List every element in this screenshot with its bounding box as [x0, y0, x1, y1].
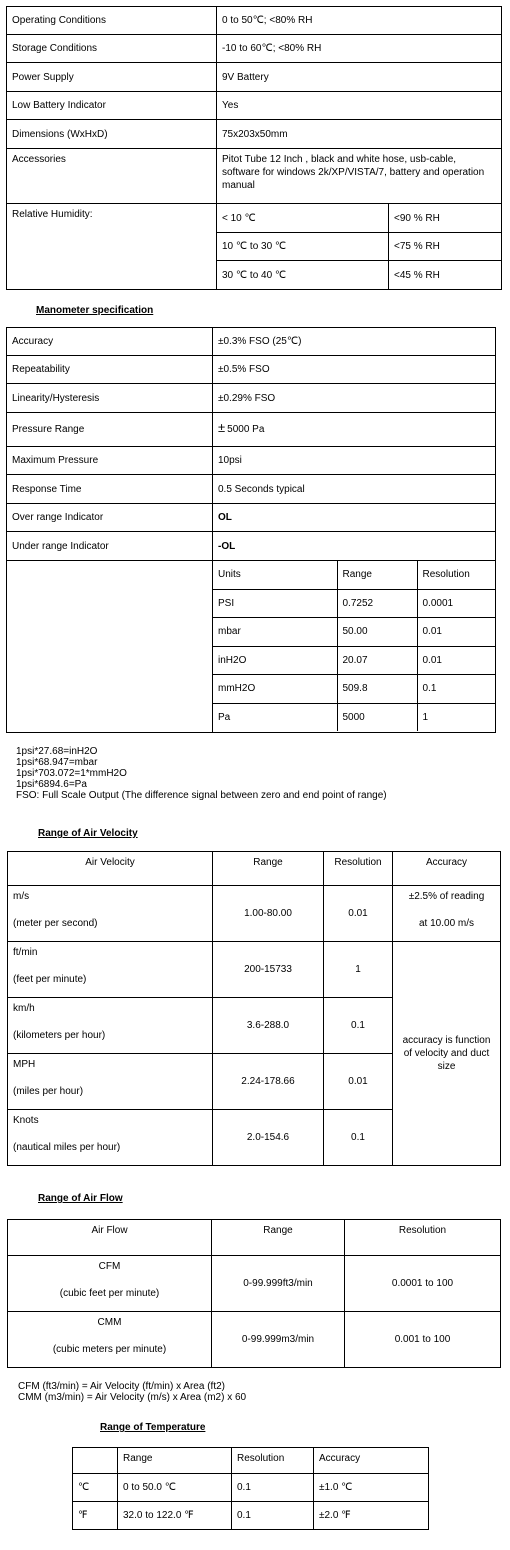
table-row — [7, 328, 496, 356]
table-row — [7, 504, 496, 532]
unit-cell: ℉ — [73, 1502, 118, 1530]
plus-minus-symbol: ± — [218, 420, 226, 435]
unit-desc: (feet per minute) — [13, 974, 87, 985]
resolution-cell: 0.01 — [417, 646, 496, 674]
spec-label: Accuracy — [7, 328, 213, 356]
col-header: Accuracy — [314, 1448, 429, 1474]
unit-abbrev: Knots — [13, 1115, 39, 1126]
resolution-cell: 0.01 — [324, 886, 393, 942]
unit-cell: PSI — [213, 589, 337, 617]
spec-value — [213, 413, 496, 447]
unit-abbrev: CFM — [98, 1261, 121, 1272]
accuracy-cell: accuracy is function of velocity and duct size — [393, 942, 501, 1166]
col-header: Resolution — [345, 1220, 501, 1256]
table-row — [7, 447, 496, 475]
manometer-heading: Manometer specification — [36, 305, 154, 316]
unit-abbrev: ft/min — [13, 947, 38, 958]
spec-label: Under range Indicator — [7, 532, 213, 561]
col-header: Range — [213, 852, 324, 886]
unit-cell — [8, 886, 213, 942]
resolution-cell: 0.01 — [417, 617, 496, 646]
spec-value: 0.5 Seconds typical — [213, 475, 496, 504]
note-line: CFM (ft3/min) = Air Velocity (ft/min) x Area (ft2) — [18, 1381, 225, 1392]
spec-label: Over range Indicator — [7, 504, 213, 532]
table-row — [213, 589, 496, 617]
humidity-label: Relative Humidity: — [7, 204, 217, 290]
resolution-cell: 0.0001 — [417, 589, 496, 617]
table-row — [7, 475, 496, 504]
resolution-cell: 0.001 to 100 — [345, 1312, 501, 1368]
spec-value: 75x203x50mm — [217, 120, 502, 149]
table-row — [73, 1448, 429, 1474]
table-row — [8, 852, 501, 886]
spec-value: 0 to 50℃; <80% RH — [217, 7, 502, 35]
table-row — [8, 1256, 501, 1312]
unit-cell: mbar — [213, 617, 337, 646]
general-spec-table — [6, 6, 502, 290]
pressure-range-value: 5000 Pa — [227, 424, 265, 435]
table-row — [7, 35, 502, 63]
range-cell: 32.0 to 122.0 ℉ — [118, 1502, 232, 1530]
humidity-rh: <45 % RH — [389, 261, 502, 290]
table-row — [8, 1220, 501, 1256]
unit-cell — [8, 1110, 213, 1166]
resolution-header: Resolution — [417, 561, 496, 589]
col-header: Resolution — [324, 852, 393, 886]
resolution-cell: 0.1 — [232, 1502, 314, 1530]
air-velocity-heading: Range of Air Velocity — [38, 828, 138, 839]
note-line: 1psi*27.68=inH2O — [16, 746, 98, 757]
unit-cell — [8, 1054, 213, 1110]
resolution-cell: 1 — [417, 703, 496, 731]
resolution-cell: 0.0001 to 100 — [345, 1256, 501, 1312]
table-row — [7, 561, 496, 733]
unit-abbrev: MPH — [13, 1059, 36, 1070]
table-row — [213, 646, 496, 674]
table-row — [7, 532, 496, 561]
table-row — [7, 7, 502, 35]
spec-value: ±0.3% FSO (25℃) — [213, 328, 496, 356]
note-line: 1psi*703.072=1*mmH2O — [16, 768, 127, 779]
unit-cell: inH2O — [213, 646, 337, 674]
spec-label: Power Supply — [7, 63, 217, 92]
spec-value: -10 to 60℃; <80% RH — [217, 35, 502, 63]
spec-value: Pitot Tube 12 Inch , black and white hose, usb-cable, software for windows 2k/XP/VISTA/7, battery and operation manual — [217, 149, 502, 204]
unit-cell: ℃ — [73, 1474, 118, 1502]
units-table — [213, 561, 496, 731]
table-row — [7, 149, 502, 204]
spec-label: Repeatability — [7, 356, 213, 384]
note-line: 1psi*68.947=mbar — [16, 757, 98, 768]
table-row — [8, 942, 501, 998]
col-header: Air Flow — [8, 1220, 212, 1256]
air-velocity-table — [7, 851, 501, 1166]
spec-value: Yes — [217, 92, 502, 120]
col-header: Air Velocity — [8, 852, 213, 886]
range-cell: 2.24-178.66 — [213, 1054, 324, 1110]
unit-abbrev: km/h — [13, 1003, 35, 1014]
accuracy-cell — [393, 886, 501, 942]
spec-label: Accessories — [7, 149, 217, 204]
units-header: Units — [213, 561, 337, 589]
unit-cell — [8, 1256, 212, 1312]
table-row — [7, 120, 502, 149]
spec-label: Low Battery Indicator — [7, 92, 217, 120]
air-flow-notes — [18, 1381, 246, 1403]
accuracy-line: at 10.00 m/s — [418, 918, 475, 929]
humidity-rh: <90 % RH — [389, 204, 502, 233]
unit-desc: (cubic meters per minute) — [52, 1344, 167, 1355]
unit-abbrev: m/s — [13, 891, 30, 902]
spec-value: -OL — [213, 532, 496, 561]
col-header: Range — [118, 1448, 232, 1474]
table-row — [213, 674, 496, 703]
range-cell: 50.00 — [337, 617, 417, 646]
spec-value: 9V Battery — [217, 63, 502, 92]
unit-cell — [8, 998, 213, 1054]
unit-cell: Pa — [213, 703, 337, 731]
col-header: Resolution — [232, 1448, 314, 1474]
table-row — [7, 63, 502, 92]
table-row — [7, 356, 496, 384]
spec-value: ±0.5% FSO — [213, 356, 496, 384]
spec-label: Operating Conditions — [7, 7, 217, 35]
col-header: Range — [212, 1220, 345, 1256]
range-cell: 0 to 50.0 ℃ — [118, 1474, 232, 1502]
air-flow-heading: Range of Air Flow — [38, 1193, 123, 1204]
range-cell: 20.07 — [337, 646, 417, 674]
table-row — [213, 703, 496, 731]
range-cell: 5000 — [337, 703, 417, 731]
accuracy-cell: ±2.0 ℉ — [314, 1502, 429, 1530]
spec-label: Storage Conditions — [7, 35, 217, 63]
resolution-cell: 0.1 — [324, 1110, 393, 1166]
range-cell: 0-99.999ft3/min — [212, 1256, 345, 1312]
unit-desc: (cubic feet per minute) — [59, 1288, 160, 1299]
range-cell: 0.7252 — [337, 589, 417, 617]
accuracy-cell: ±1.0 ℃ — [314, 1474, 429, 1502]
col-header — [73, 1448, 118, 1474]
unit-cell: mmH2O — [213, 674, 337, 703]
table-row — [7, 92, 502, 120]
manometer-spec-table — [6, 327, 496, 733]
range-header: Range — [337, 561, 417, 589]
range-cell: 0-99.999m3/min — [212, 1312, 345, 1368]
table-row — [7, 413, 496, 447]
temperature-table — [72, 1447, 429, 1530]
range-cell: 2.0-154.6 — [213, 1110, 324, 1166]
spec-label: Pressure Range — [7, 413, 213, 447]
table-row — [7, 384, 496, 413]
spec-value: OL — [213, 504, 496, 532]
unit-desc: (nautical miles per hour) — [13, 1142, 121, 1153]
resolution-cell: 0.1 — [324, 998, 393, 1054]
resolution-cell: 0.1 — [417, 674, 496, 703]
humidity-temp: 30 ℃ to 40 ℃ — [217, 261, 389, 290]
unit-cell — [8, 942, 213, 998]
unit-desc: (kilometers per hour) — [13, 1030, 106, 1041]
spec-label: Linearity/Hysteresis — [7, 384, 213, 413]
table-row — [7, 204, 502, 233]
conversion-notes — [16, 746, 387, 801]
table-row — [213, 617, 496, 646]
table-row — [73, 1502, 429, 1530]
table-row — [8, 1312, 501, 1368]
note-line: FSO: Full Scale Output (The difference signal between zero and end point of range) — [16, 790, 387, 801]
humidity-temp: 10 ℃ to 30 ℃ — [217, 233, 389, 261]
units-header-row — [213, 561, 496, 589]
unit-abbrev: CMM — [97, 1317, 122, 1328]
spec-label: Response Time — [7, 475, 213, 504]
note-line: CMM (m3/min) = Air Velocity (m/s) x Area (m2) x 60 — [18, 1392, 247, 1403]
humidity-rh: <75 % RH — [389, 233, 502, 261]
unit-desc: (meter per second) — [13, 918, 98, 929]
spec-value: ±0.29% FSO — [213, 384, 496, 413]
spec-label: Maximum Pressure — [7, 447, 213, 475]
range-cell: 509.8 — [337, 674, 417, 703]
unit-cell — [8, 1312, 212, 1368]
table-row — [73, 1474, 429, 1502]
empty-cell — [7, 561, 213, 733]
range-cell: 1.00-80.00 — [213, 886, 324, 942]
units-cell — [213, 561, 496, 733]
col-header: Accuracy — [393, 852, 501, 886]
note-line: 1psi*6894.6=Pa — [16, 779, 87, 790]
humidity-temp: < 10 ℃ — [217, 204, 389, 233]
resolution-cell: 1 — [324, 942, 393, 998]
spec-label: Dimensions (WxHxD) — [7, 120, 217, 149]
resolution-cell: 0.1 — [232, 1474, 314, 1502]
range-cell: 3.6-288.0 — [213, 998, 324, 1054]
air-flow-table — [7, 1219, 501, 1368]
temperature-heading: Range of Temperature — [100, 1422, 206, 1433]
table-row — [8, 886, 501, 942]
resolution-cell: 0.01 — [324, 1054, 393, 1110]
range-cell: 200-15733 — [213, 942, 324, 998]
accuracy-line: ±2.5% of reading — [408, 891, 485, 902]
spec-value: 10psi — [213, 447, 496, 475]
unit-desc: (miles per hour) — [13, 1086, 84, 1097]
